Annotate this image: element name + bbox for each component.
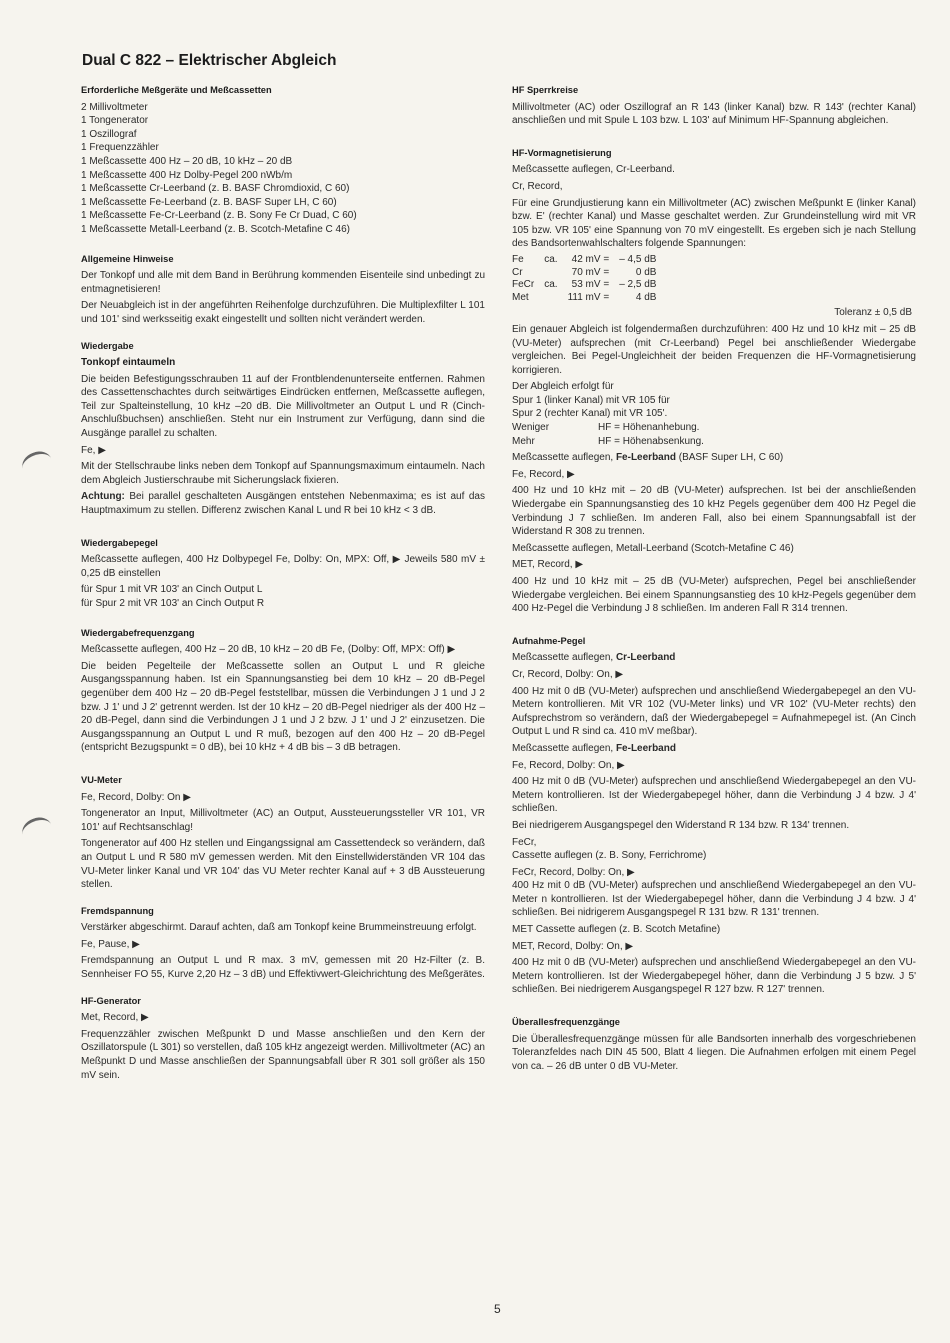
rec-fe-text: Bei niedrigerem Ausgangspegel den Widerstand R 134 bzw. R 134' trennen. <box>512 819 850 831</box>
bias-line: Cr, Record, <box>512 180 563 192</box>
vu-text: Tongenerator an Input, Millivoltmeter (AC) an Output, Aussteuerungssteller VR 101, VR 101' auf Rechtsanschlag! <box>81 808 485 833</box>
rec-cr-mode: Cr, Record, Dolby: On, ▶ <box>512 668 624 680</box>
bias-met-text: 400 Hz und 10 kHz mit – 25 dB (VU-Meter) aufsprechen, Pegel bei anschließender Wiedergabe vergleichen. Bei einem Spannungsanstieg des 10 kHz-Pegels gegenüber dem 400 Hz-Pegel die Verbindung J 8 schließen. Im anderen Fall R 314 trennen. <box>512 576 916 615</box>
table-row <box>512 254 666 267</box>
equipment-heading: Erforderliche Meßgeräte und Meßcassetten <box>81 85 272 95</box>
freq-text: Meßcassette auflegen, 400 Hz – 20 dB, 10 kHz – 20 dB Fe, (Dolby: Off, MPX: Off) ▶ <box>81 644 456 656</box>
page-number: 5 <box>494 1302 501 1316</box>
bias-fe-pre: Meßcassette auflegen, <box>512 452 616 464</box>
tonkopf-text: Mit der Stellschraube links neben dem Tonkopf auf Spannungsmaximum eintaumeln. Nach dem Abgleich Justierschraube mit Sicherungslack fixieren. <box>81 461 485 486</box>
tonkopf-mode: Fe, ▶ <box>81 444 106 456</box>
equipment-item: 1 Frequenzzähler <box>81 142 159 154</box>
table-cell: 111 mV = <box>567 291 610 303</box>
table-cell: 4 dB <box>635 291 657 303</box>
table-row <box>512 267 666 280</box>
table-cell: – 4,5 dB <box>619 253 657 265</box>
equipment-list <box>81 101 485 237</box>
bias-text: Für eine Grundjustierung kann ein Millivoltmeter (AC) zwischen Meßpunkt E (linker Kanal) bzw. E' (rechter Kanal) und Masse geschaltet werden. Zur Grundeinstellung wird mit VR 105 bzw. VR 105' eine Spannung von 70 mV eingestellt. Es ergeben sich je nach Stellung des Bandsortenwahlschalters folgende Spannungen: <box>512 197 916 250</box>
bias-word: HF = Höhenanhebung. <box>598 422 700 434</box>
rec-met-mode: MET, Record, Dolby: On, ▶ <box>512 940 634 952</box>
table-cell: 42 mV = <box>571 253 610 265</box>
level-text: Meßcassette auflegen, 400 Hz Dolbypegel Fe, Dolby: On, MPX: Off, ▶ Jeweils 580 mV ± 0,25 dB einstellen <box>81 554 485 579</box>
table-cell: 0 dB <box>635 266 657 278</box>
bias-voltage-table <box>512 254 666 304</box>
rec-cr-text: 400 Hz mit 0 dB (VU-Meter) aufsprechen und anschließend Wiedergabepegel an den VU-Metern kontrollieren. Mit VR 102 (VU-Meter links) und VR 102' (VU-Meter rechts) den Aufsprechstrom so verändern, daß der Wiedergabepegel = Aufnahmepegel ist. (An Cinch Output L und R sind ca. 410 mV meßbar). <box>512 685 916 738</box>
equipment-item: 1 Tongenerator <box>81 115 149 127</box>
noise-text: Fremdspannung an Output L und R max. 3 mV, gemessen mit 20 Hz-Filter (z. B. Sennheiser FO 55, Kurve 2,20 Hz – 3 dB) und Effektivwert-Gleichrichtung des Meßgerätes. <box>81 955 485 981</box>
tonkopf-heading: Tonkopf eintaumeln <box>81 357 176 369</box>
table-cell: 70 mV = <box>571 266 610 278</box>
tonkopf-text: Die beiden Befestigungsschrauben 11 auf der Frontblendenunterseite entfernen. Rahmen des Cassettenschachtes durch seitwärtiges Eindrücken entfernen, Meßcassette auflegen, Teil zur Spalteinstellung, 10 kHz –20 dB. Die Millivoltmeter an Output L und R (Cinch-Anschlußbuchsen) anschließen. Steht nur ein Instrument zur Verfügung, dann sind die Ausgänge parallel zu schalten. <box>81 373 485 440</box>
table-cell: – 2,5 dB <box>619 279 657 291</box>
bias-fe-mode: Fe, Record, ▶ <box>512 468 575 480</box>
table-cell: Met <box>512 291 529 303</box>
bias-fe-bold: Fe-Leerband <box>615 452 676 464</box>
rec-met-line: MET Cassette auflegen (z. B. Scotch Metafine) <box>512 924 721 936</box>
bias-line: Meßcassette auflegen, Cr-Leerband. <box>512 164 675 176</box>
noise-text: Verstärker abgeschirmt. Darauf achten, daß am Tonkopf keine Brummeinstreuung erfolgt. <box>81 922 477 934</box>
table-cell: ca. <box>544 279 558 291</box>
bias-met-line: Meßcassette auflegen, Metall-Leerband (Scotch-Metafine C 46) <box>512 542 794 554</box>
vu-mode: Fe, Record, Dolby: On ▶ <box>81 791 191 803</box>
equipment-item: 1 Meßcassette Fe-Leerband (z. B. BASF Super LH, C 60) <box>81 196 337 208</box>
left-column <box>81 84 485 1085</box>
attention-text: Bei parallel geschalteten Ausgängen entstehen Nebenmaxima; es ist auf das Hauptmaximum zu stellen. Differenz zwischen Kanal L und R bei 10 kHz < 3 dB. <box>81 491 485 517</box>
general-text: Der Neuabgleich ist in der angeführten Reihenfolge durchzuführen. Die Multiplexfilter L 101 und 101' sind werksseitig exakt eingestellt und sollten nicht verändert werden. <box>81 300 485 325</box>
bias-word: Mehr <box>512 435 535 447</box>
bias-fe-text: 400 Hz und 10 kHz mit – 20 dB (VU-Meter) aufsprechen. Ist bei der anschließenden Wiedergabe ein Spannungsanstieg des 10 kHz Pegels gegenüber dem 400 Hz Pegel die Verbindung J 7 schließen. Im anderen Fall, also bei einem Spannungsabfall ist der Widerstand R 308 zu trennen. <box>512 485 916 538</box>
equipment-item: 1 Meßcassette Cr-Leerband (z. B. BASF Chromdioxid, C 60) <box>81 183 350 195</box>
rec-fecr-line: FeCr, <box>512 836 537 848</box>
vu-text: Tongenerator auf 400 Hz stellen und Eingangssignal am Cassettendeck so verändern, daß an Output L und R 580 mV gemessen werden. Mit den Einstellwiderständen VR 104 das VU-Meter linker Kanal und VR 104' das VU Meter rechter Kanal auf + 3 dB Aussteuerung stellen. <box>81 838 485 891</box>
attention-label: Achtung: <box>81 491 125 503</box>
bias-line: Der Abgleich erfolgt für <box>512 381 614 393</box>
equipment-item: 1 Oszillograf <box>81 128 137 140</box>
page-title: Dual C 822 – Elektrischer Abgleich <box>82 52 337 69</box>
freq-heading: Wiedergabefrequenzgang <box>81 627 195 638</box>
bias-fe-line <box>512 451 916 465</box>
bias-fe-post: (BASF Super LH, C 60) <box>675 452 784 464</box>
rec-fe-line <box>512 742 916 756</box>
level-line: für Spur 2 mit VR 103' an Cinch Output R <box>81 598 265 609</box>
rec-heading: Aufnahme-Pegel <box>512 635 586 646</box>
table-cell: ca. <box>544 253 558 265</box>
equipment-item: 1 Meßcassette Metall-Leerband (z. B. Scotch-Metafine C 46) <box>81 223 351 235</box>
table-cell <box>544 292 567 305</box>
table-cell: Cr <box>512 266 523 278</box>
rec-fe-bold: Fe-Leerband <box>615 742 676 754</box>
bias-met-mode: MET, Record, ▶ <box>512 559 584 571</box>
hfgen-mode: Met, Record, ▶ <box>81 1012 149 1024</box>
freq-text: Die beiden Pegelteile der Meßcassette sollen an Output L und R gleiche Ausgangsspannung haben. Ist ein Spannungsanstieg bei dem 10 kHz – 20 dB-Pegel gegenüber dem 400 Hz – 20 dB-Pegel feststellbar, müssen die Verbindungen J 1 und J 2 bzw. J 1' und J 2' getrennt werden. Ist der 10 kHz – 20 dB-Pegel niedriger als der 400 Hz – 20 dB-Pegel, dann sind die Verbindungen J 1 und J 2 bzw. J 1' und J 2' einzusetzen. Die Ausgangsspannung an Output L und R muß, bezogen auf den 400 Hz – 20 dB-Pegel (entspricht Bezugspunkt = 0 dB), bei 10 kHz + 4 dB bis – 3 dB betragen. <box>81 660 485 754</box>
general-heading: Allgemeine Hinweise <box>81 253 174 264</box>
overall-text: Die Überallesfrequenzgänge müssen für alle Bandsorten innerhalb des vorgeschriebenen Toleranzfeldes nach DIN 45 500, Blatt 4 liegen. Die Aufnahmen erfolgen mit einem Pegel von ca. – 26 dB unter 0 dB VU-Meter. <box>512 1033 916 1072</box>
vu-heading: VU-Meter <box>81 774 122 785</box>
rec-fe-text: 400 Hz mit 0 dB (VU-Meter) aufsprechen und anschließend Wiedergabepegel an den VU-Metern kontrollieren. Ist der Wiedergabepegel höher, dann die Verbindung J 4 bzw. J 4' schließen. <box>512 776 916 815</box>
rec-fe-pre: Meßcassette auflegen, <box>512 742 616 754</box>
table-cell <box>544 267 567 280</box>
rec-fecr-mode: FeCr, Record, Dolby: On, ▶ <box>512 866 635 878</box>
trap-heading: HF Sperrkreise <box>512 85 579 95</box>
bias-line <box>512 435 916 449</box>
overall-heading: Überallesfrequenzgänge <box>512 1017 620 1028</box>
bias-word: Weniger <box>512 422 550 434</box>
bias-line: Spur 1 (linker Kanal) mit VR 105 für <box>512 394 670 406</box>
rec-fe-mode: Fe, Record, Dolby: On, ▶ <box>512 759 625 771</box>
table-cell: FeCr <box>512 279 535 291</box>
table-cell: 53 mV = <box>571 279 610 291</box>
bias-text: Ein genauer Abgleich ist folgendermaßen durchzuführen: 400 Hz und 10 kHz mit – 25 dB (VU-Meter) aufsprechen (mit Cr-Leerband) Pegel bei anschließender Wiedergabe vergleichen. Bei Pegel-Ungleichheit der beiden Frequenzen die HF-Vormagnetisierung korrigieren. <box>512 323 916 376</box>
rec-met-text: 400 Hz mit 0 dB (VU-Meter) aufsprechen und anschließend Wiedergabepegel an den VU-Metern kontrollieren. Ist der Wiedergabepegel höher, dann die Verbindung J 5 bzw. J 5' schließen. Bei niedrigerem Ausgangspegel R 127 bzw. R 127' trennen. <box>512 957 916 996</box>
noise-mode: Fe, Pause, ▶ <box>81 938 140 950</box>
level-heading: Wiedergabepegel <box>81 537 158 548</box>
rec-fecr-text: 400 Hz mit 0 dB (VU-Meter) aufsprechen und anschließend Wiedergabepegel an den VU-Meter n kontrollieren. Ist der Wiedergabepegel höher, dann die Verbindung J 4 bzw. J 4' schließen. Bei nidrigerem Ausgangspegel R 131 bzw. R 131' trennen. <box>512 880 916 919</box>
equipment-item: 1 Meßcassette Fe-Cr-Leerband (z. B. Sony Fe Cr Duad, C 60) <box>81 210 357 222</box>
equipment-item: 1 Meßcassette 400 Hz – 20 dB, 10 kHz – 20 dB <box>81 155 293 167</box>
rec-cr-line <box>512 651 916 665</box>
attention-note <box>81 490 485 517</box>
equipment-item: 2 Millivoltmeter <box>81 101 148 113</box>
table-cell: Fe <box>512 253 524 265</box>
equipment-item: 1 Meßcassette 400 Hz Dolby-Pegel 200 nWb/m <box>81 169 293 181</box>
punch-hole-mark <box>19 448 55 480</box>
playback-heading: Wiedergabe <box>81 340 134 351</box>
noise-heading: Fremdspannung <box>81 905 154 916</box>
level-line: für Spur 1 mit VR 103' an Cinch Output L <box>81 584 263 596</box>
punch-hole-mark <box>19 814 55 846</box>
table-row <box>512 292 666 305</box>
table-row <box>512 279 666 292</box>
tolerance-note: Toleranz ± 0,5 dB <box>834 307 912 319</box>
trap-text: Millivoltmeter (AC) oder Oszillograf an R 143 (linker Kanal) bzw. R 143' (rechter Kanal) anschließen und mit Spule L 103 bzw. L 103' auf Minimum HF-Spannung abgleichen. <box>512 101 916 127</box>
rec-cr-bold: Cr-Leerband <box>615 652 676 664</box>
general-text: Der Tonkopf und alle mit dem Band in Berührung kommenden Eisenteile sind unbedingt zu entmagnetisieren! <box>81 270 485 295</box>
right-column <box>512 84 916 1076</box>
bias-word: HF = Höhenabsenkung. <box>598 435 704 447</box>
bias-heading: HF-Vormagnetisierung <box>512 147 612 158</box>
bias-line: Spur 2 (rechter Kanal) mit VR 105'. <box>512 408 668 420</box>
rec-fecr-line: Cassette auflegen (z. B. Sony, Ferrichrome) <box>512 850 707 862</box>
hfgen-text: Frequenzzähler zwischen Meßpunkt D und Masse anschließen und den Kern der Oszillatorspule (L 301) so verstellen, daß 105 kHz angezeigt werden. Millivoltmeter (AC) an Meßpunkt D und Masse anschließen der Spannungsabfall über R 301 soll größer als 150 mV sein. <box>81 1028 485 1081</box>
bias-line <box>512 421 916 435</box>
rec-cr-pre: Meßcassette auflegen, <box>512 652 616 664</box>
hfgen-heading: HF-Generator <box>81 995 141 1006</box>
